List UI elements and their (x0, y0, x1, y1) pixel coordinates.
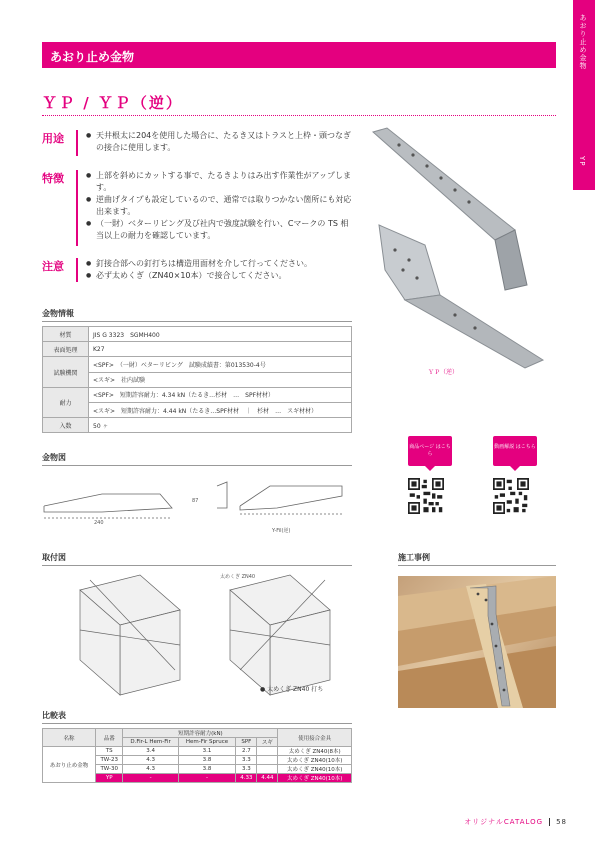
compare-cell: 4.3 (123, 765, 178, 774)
spec-label: 入数 (43, 418, 89, 433)
features-item: ● 上部を斜めにカットする事で、たるきよりはみ出す作業性がアップします。 (86, 170, 352, 194)
features-label: 特徴 (42, 172, 64, 185)
qr-product-page[interactable] (408, 436, 452, 518)
spec-value: JIS G 3323 SGMH400 (89, 327, 352, 342)
table-row (43, 372, 352, 387)
qr-badge: 動画解説 はこちら (493, 436, 537, 466)
page-title: ＹＰ / ＹＰ（逆） (42, 94, 183, 112)
compare-subheader: スギ (257, 738, 278, 747)
case-photo (398, 576, 556, 708)
notes-section (42, 258, 362, 286)
table-row (43, 342, 352, 357)
compare-subheader: Hem-Fir Spruce (178, 738, 236, 747)
spec-value: K27 (89, 342, 352, 357)
features-item: ● 逆曲げタイプも設定しているので、通常では取りつかない箇所にも対応出来ます。 (86, 194, 352, 218)
features-section (42, 170, 362, 250)
side-tab (573, 0, 595, 190)
table-row (43, 747, 352, 756)
mount-note: 太めくぎ ZN40 (220, 574, 256, 580)
drawing-caption: Y-Fil(逆) (272, 528, 291, 534)
usage-item: ● 天井根太に204を使用した場合に、たるき又はトラスと上枠・頭つなぎの接合に使用します。 (86, 130, 352, 154)
compare-cell (257, 747, 278, 756)
mount-heading: 取付図 (42, 552, 352, 566)
drawing-heading: 金物図 (42, 452, 352, 466)
side-tab-sub: YP (578, 156, 586, 167)
spec-heading: 金物情報 (42, 308, 352, 322)
page-footer (464, 817, 567, 827)
compare-cell: 太めくぎ ZN40(10本) (278, 756, 352, 765)
table-row (43, 402, 352, 417)
compare-cell: TS (95, 747, 122, 756)
case-photo-image (398, 576, 556, 708)
spec-value: <スギ> 短期許容耐力：4.44 kN（たるき…SPF材材 ｜ 杉材 … スギ材材） (89, 402, 352, 417)
compare-header: 名称 (43, 729, 96, 747)
features-item: ● （一財）ベターリビング及び社内で強度試験を行い、Cマークの TS 相当以上の耐力を確認しています。 (86, 218, 352, 242)
compare-cell: YP (95, 774, 122, 783)
compare-cell (257, 765, 278, 774)
features-bar (76, 170, 78, 246)
side-tab-label: あおり止め金物 (579, 14, 587, 70)
compare-cell: 4.3 (123, 756, 178, 765)
compare-cell: - (178, 774, 236, 783)
compare-cell: 4.44 (257, 774, 278, 783)
compare-subheader: SPF (236, 738, 257, 747)
table-row (43, 327, 352, 342)
notes-item: ● 釘接合部への釘打ちは構造用面材を介して行ってください。 (86, 258, 352, 270)
spec-value: <スギ> 社内試験 (89, 372, 352, 387)
compare-cell: 2.7 (236, 747, 257, 756)
spec-label: 表面処理 (43, 342, 89, 357)
case-heading: 施工事例 (398, 552, 556, 566)
spec-value: 50 ヶ (89, 418, 352, 433)
features-list (86, 170, 352, 242)
drawing-dim-label: 240 (94, 520, 104, 526)
spec-value: <SPF> 短期許容耐力：4.34 kN（たるき…杉材 … SPF材材） (89, 387, 352, 402)
table-row (43, 357, 352, 372)
compare-heading: 比較表 (42, 710, 352, 724)
page-number: 58 (549, 818, 567, 826)
spec-table (42, 326, 352, 433)
qr-video[interactable] (493, 436, 537, 518)
compare-cell: TW-23 (95, 756, 122, 765)
usage-list (86, 130, 352, 154)
compare-cell: 3.3 (236, 765, 257, 774)
compare-cell: 太めくぎ ZN40(8本) (278, 747, 352, 756)
product-drawing (42, 472, 352, 542)
spec-value: <SPF> （一財）ベターリビング 試験成績書：第013530-4号 (89, 357, 352, 372)
compare-cell: 3.8 (178, 765, 236, 774)
footer-brand: オリジナルCATALOG (464, 818, 544, 826)
spec-label: 試験機関 (43, 357, 89, 387)
compare-header: 短期許容耐力(kN) (123, 729, 278, 738)
spec-label: 材質 (43, 327, 89, 342)
compare-cell: 4.33 (236, 774, 257, 783)
drawing-dim-label: 87 (192, 498, 199, 504)
usage-label: 用途 (42, 132, 64, 145)
compare-cell: 3.3 (236, 756, 257, 765)
table-row (43, 418, 352, 433)
compare-cell: TW-30 (95, 765, 122, 774)
compare-header: 品番 (95, 729, 122, 747)
compare-group: あおり止め金物 (43, 747, 96, 783)
table-row (43, 387, 352, 402)
compare-cell: 3.4 (123, 747, 178, 756)
notes-list (86, 258, 352, 282)
mount-diagram (60, 570, 350, 700)
spec-label: 耐力 (43, 387, 89, 417)
qr-badge: 商品ページ はこちら (408, 436, 452, 466)
compare-cell: 太めくぎ ZN40(10本) (278, 765, 352, 774)
mount-legend: ● 太めくぎ ZN40 打ち (260, 686, 324, 693)
qr-code-icon (493, 478, 529, 514)
usage-bar (76, 130, 78, 156)
compare-cell: 3.8 (178, 756, 236, 765)
compare-cell: 3.1 (178, 747, 236, 756)
category-bar (42, 42, 556, 68)
compare-table (42, 728, 352, 783)
usage-section (42, 130, 362, 160)
compare-cell: 太めくぎ ZN40(10本) (278, 774, 352, 783)
compare-cell (257, 756, 278, 765)
compare-cell: - (123, 774, 178, 783)
notes-label: 注意 (42, 260, 64, 273)
title-divider (42, 115, 556, 116)
compare-header: 使用接合金具 (278, 729, 352, 747)
compare-subheader: D.Fir-L Hem-Fir (123, 738, 178, 747)
product-image (365, 120, 555, 375)
category-title: あおり止め金物 (50, 50, 135, 64)
notes-item: ● 必ず太めくぎ（ZN40×10本）で接合してください。 (86, 270, 352, 282)
qr-code-icon (408, 478, 444, 514)
product-caption: ＹＰ（逆） (428, 369, 459, 376)
notes-bar (76, 258, 78, 282)
